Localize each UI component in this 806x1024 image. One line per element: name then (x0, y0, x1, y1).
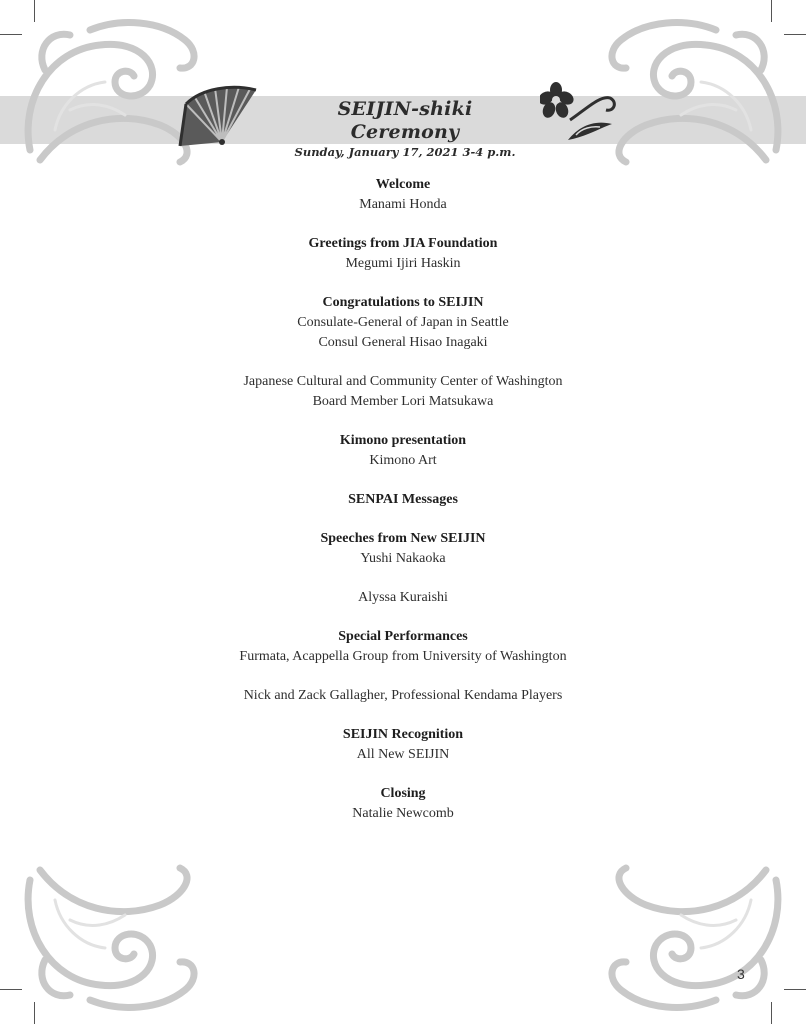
program-list (0, 175, 806, 843)
program-line: Alyssa Kuraishi (358, 590, 448, 605)
program-paragraph (0, 549, 806, 569)
program-line: Kimono Art (369, 453, 437, 468)
program-heading: Greetings from JIA Foundation (308, 236, 498, 251)
program-paragraph (0, 372, 806, 412)
page-title: SEIJIN-shiki Ceremony (337, 98, 473, 143)
program-heading: SENPAI Messages (348, 492, 458, 507)
program-heading: Closing (380, 786, 426, 801)
program-line: Furmata, Acappella Group from University of Washington (239, 649, 567, 664)
program-line: Consulate-General of Japan in Seattle (297, 315, 509, 330)
program-heading: Kimono presentation (339, 433, 467, 448)
scroll-ornament-bottom-right (596, 860, 796, 1020)
program-item (0, 175, 806, 215)
program-heading: Welcome (375, 177, 431, 192)
program-line: Manami Honda (359, 197, 447, 212)
page-number: 3 (737, 966, 745, 982)
program-paragraph (0, 254, 806, 274)
scroll-ornament-top-right (596, 10, 796, 170)
program-item (0, 234, 806, 274)
event-date: Sunday, January 17, 2021 3-4 p.m. (294, 145, 516, 159)
program-paragraph (0, 195, 806, 215)
program-line: Japanese Cultural and Community Center of Washington (243, 374, 563, 389)
folding-fan-icon (172, 84, 262, 148)
program-line: Yushi Nakaoka (360, 551, 446, 566)
program-item (0, 784, 806, 824)
program-paragraph (0, 745, 806, 765)
program-line: All New SEIJIN (356, 747, 450, 762)
program-paragraph (0, 647, 806, 667)
program-item (0, 293, 806, 412)
program-paragraph (0, 313, 806, 353)
scroll-ornament-bottom-left (10, 860, 210, 1020)
program-line: Megumi Ijiri Haskin (345, 256, 461, 271)
program-item (0, 490, 806, 510)
program-line: Nick and Zack Gallagher, Professional Kendama Players (243, 688, 563, 703)
program-item (0, 431, 806, 471)
header-title-block (280, 98, 530, 160)
program-heading: Congratulations to SEIJIN (322, 295, 484, 310)
program-paragraph (0, 588, 806, 608)
program-item (0, 627, 806, 706)
cherry-blossom-icon (540, 80, 620, 150)
program-item (0, 725, 806, 765)
program-heading: Speeches from New SEIJIN (320, 531, 486, 546)
program-paragraph (0, 451, 806, 471)
program-heading: SEIJIN Recognition (342, 727, 464, 742)
program-line: Natalie Newcomb (352, 806, 454, 821)
program-line: Board Member Lori Matsukawa (312, 394, 494, 409)
program-line: Consul General Hisao Inagaki (318, 335, 488, 350)
program-paragraph (0, 804, 806, 824)
program-item (0, 529, 806, 608)
program-heading: Special Performances (338, 629, 468, 644)
program-paragraph (0, 686, 806, 706)
